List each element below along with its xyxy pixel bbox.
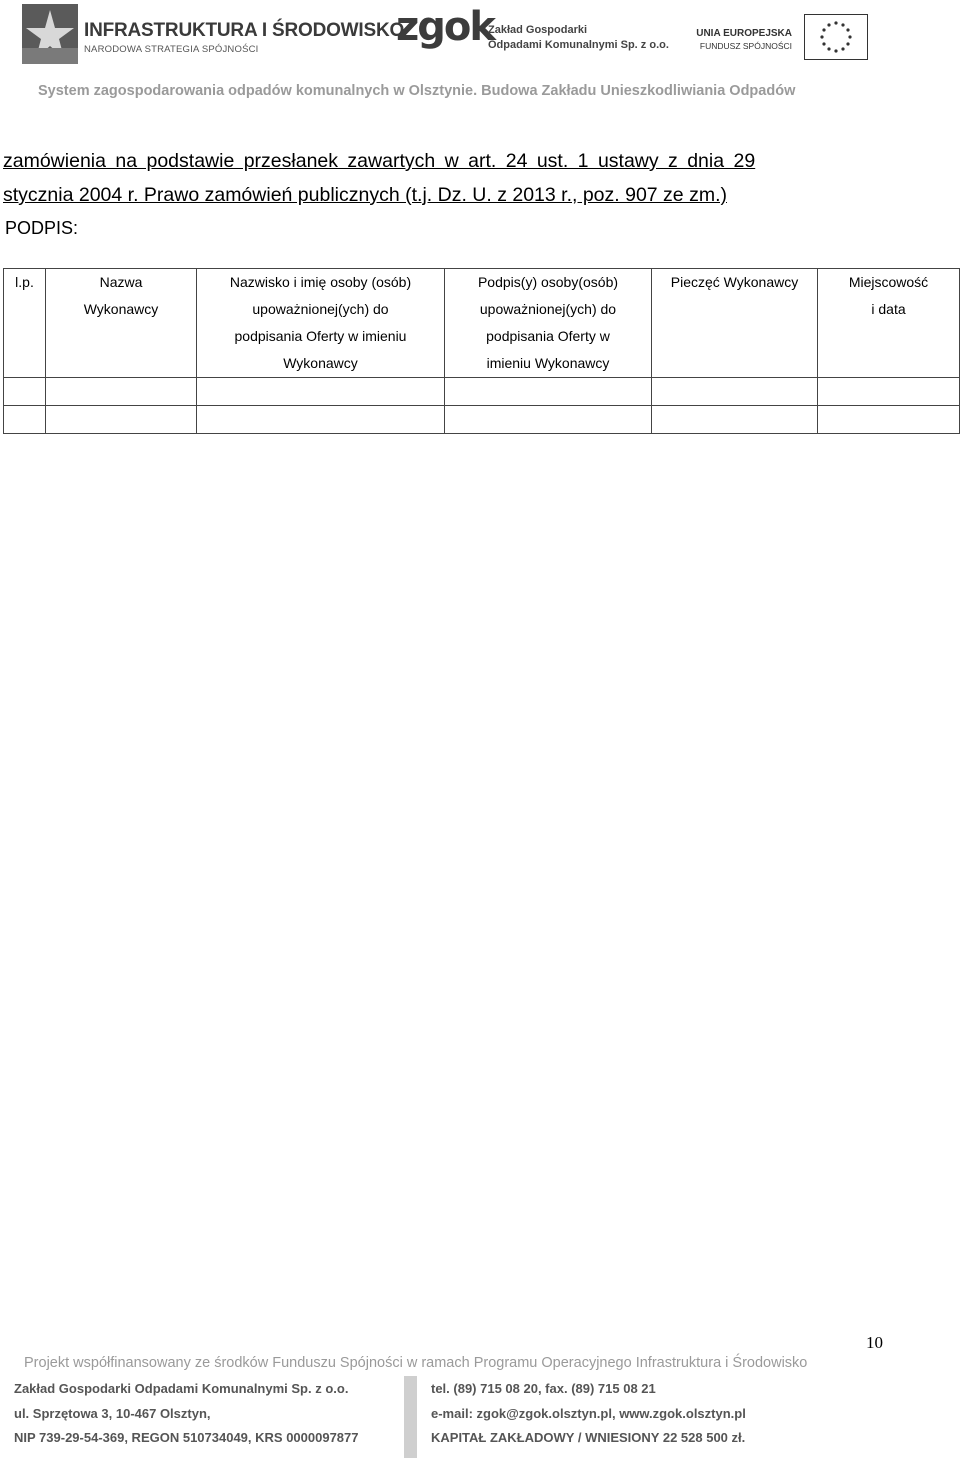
footer-divider (404, 1376, 417, 1458)
header-podpis: Podpis(y) osoby(osób) upoważnionej(ych) do podpisania Oferty w imieniu Wykonawcy (445, 269, 652, 378)
header-nazwa-wykonawcy: Nazwa Wykonawcy (46, 269, 197, 378)
table-cell[interactable] (4, 378, 46, 406)
header-nazwisko-imie: Nazwisko i imię osoby (osób) upoważnionej(ych) do podpisania Oferty w imieniu Wykonawcy (197, 269, 445, 378)
page-number: 10 (866, 1333, 883, 1352)
table-cell[interactable] (46, 378, 197, 406)
page-header (0, 0, 960, 99)
header-pieczec: Pieczęć Wykonawcy (652, 269, 818, 378)
signature-table (3, 268, 960, 434)
footer-capital: KAPITAŁ ZAKŁADOWY / WNIESIONY 22 528 500 zł. (431, 1430, 746, 1445)
footer-company-block (14, 1377, 359, 1451)
table-cell[interactable] (46, 406, 197, 434)
body-line-2: stycznia 2004 r. Prawo zamówień publicznych (t.j. Dz. U. z 2013 r., poz. 907 ze zm.) (3, 184, 727, 206)
zgok-logo-line1: Zakład Gospodarki (488, 24, 588, 36)
ois-logo-subtitle: NARODOWA STRATEGIA SPÓJNOŚCI (84, 44, 259, 55)
table-header-row (4, 269, 960, 378)
zgok-wordmark: zgok (396, 4, 494, 50)
footer-company-name: Zakład Gospodarki Odpadami Komunalnymi Sp. z o.o. (14, 1381, 349, 1396)
footer-email: e-mail: zgok@zgok.olsztyn.pl, www.zgok.olsztyn.pl (431, 1405, 746, 1421)
footer-contact-block (431, 1377, 746, 1451)
document-header-subtitle: System zagospodarowania odpadów komunalnych w Olsztynie. Budowa Zakładu Unieszkodliwiania Odpadów (38, 83, 796, 99)
footer-project-line: Projekt współfinansowany ze środków Funduszu Spójności w ramach Programu Operacyjnego Infrastruktura i Środowisko (24, 1355, 808, 1371)
eu-logo (696, 14, 868, 64)
table-cell[interactable] (197, 406, 445, 434)
ois-logo-title: INFRASTRUKTURA I ŚRODOWISKO (84, 20, 405, 41)
body-text (3, 144, 903, 212)
eu-logo-line2: FUNDUSZ SPÓJNOŚCI (699, 41, 792, 51)
footer-address: ul. Sprzętowa 3, 10-467 Olsztyn, (14, 1405, 211, 1421)
table-cell[interactable] (4, 406, 46, 434)
infrastruktura-logo (22, 4, 405, 66)
table-row (4, 378, 960, 406)
body-line-1: zamówienia na podstawie przesłanek zawartych w art. 24 ust. 1 ustawy z dnia 29 (3, 150, 756, 172)
table-cell[interactable] (445, 406, 652, 434)
header-miejscowosc-data: Miejscowość i data (818, 269, 960, 378)
table-cell[interactable] (652, 406, 818, 434)
footer-phone: tel. (89) 715 08 20, fax. (89) 715 08 21 (431, 1381, 656, 1396)
eu-flag-icon (804, 14, 868, 60)
table-cell[interactable] (652, 378, 818, 406)
table-cell[interactable] (197, 378, 445, 406)
table-cell[interactable] (445, 378, 652, 406)
header-lp: l.p. (4, 269, 46, 378)
table-row (4, 406, 960, 434)
zgok-logo-line2: Odpadami Komunalnymi Sp. z o.o. (488, 39, 669, 51)
table-cell[interactable] (818, 378, 960, 406)
footer-ids: NIP 739-29-54-369, REGON 510734049, KRS 0000097877 (14, 1430, 359, 1445)
zgok-logo (396, 4, 669, 60)
eu-logo-line1: UNIA EUROPEJSKA (696, 28, 792, 39)
table-cell[interactable] (818, 406, 960, 434)
podpis-label: PODPIS: (5, 218, 79, 238)
ois-star-icon (22, 4, 78, 64)
